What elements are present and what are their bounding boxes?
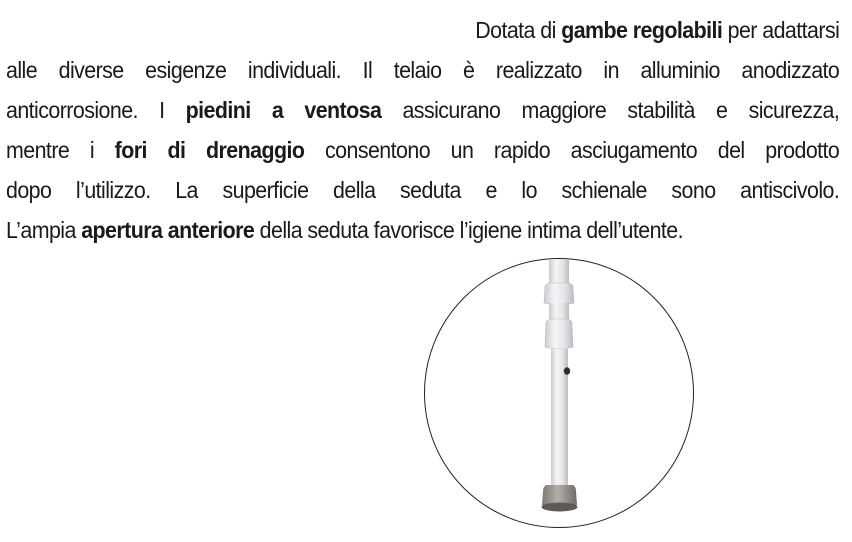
suction-foot-base — [542, 503, 578, 512]
text-segment: alle diverse esigenze individuali. Il telaio è realizzato in alluminio anodizzato — [6, 57, 840, 83]
text-line-4 — [6, 130, 839, 170]
text-segment: dopo l’utilizzo. La superficie della seduta e lo schienale sono antiscivolo. — [6, 177, 840, 203]
highlight-front-opening: apertura anteriore — [81, 217, 255, 243]
drain-hole-icon — [564, 367, 570, 375]
text-line-5 — [6, 170, 839, 210]
text-segment: consentono un rapido asciugamento del prodotto — [304, 137, 840, 163]
text-line-2 — [6, 50, 839, 90]
lower-collar — [545, 319, 573, 349]
text-line-6 — [6, 210, 839, 250]
text-segment: assicurano maggiore stabilità e sicurezza, — [381, 97, 840, 123]
text-line-1 — [6, 10, 839, 50]
text-segment: per adattarsi — [722, 17, 840, 43]
text-segment: mentre i — [6, 137, 115, 163]
highlight-adjustable-legs: gambe regolabili — [561, 17, 723, 43]
adjustable-leg-illustration — [425, 259, 694, 528]
highlight-drain-holes: fori di drenaggio — [114, 137, 305, 163]
leg-detail-photo — [424, 258, 694, 528]
highlight-suction-feet: piedini a ventosa — [185, 97, 382, 123]
text-segment: anticorrosione. I — [6, 97, 186, 123]
text-segment: Dotata di — [475, 17, 562, 43]
description-paragraph — [6, 10, 839, 250]
text-segment: della seduta favorisce l’igiene intima dell’utente. — [254, 217, 684, 243]
upper-collar — [544, 283, 574, 305]
text-line-3 — [6, 90, 839, 130]
text-segment: L’ampia — [6, 217, 82, 243]
